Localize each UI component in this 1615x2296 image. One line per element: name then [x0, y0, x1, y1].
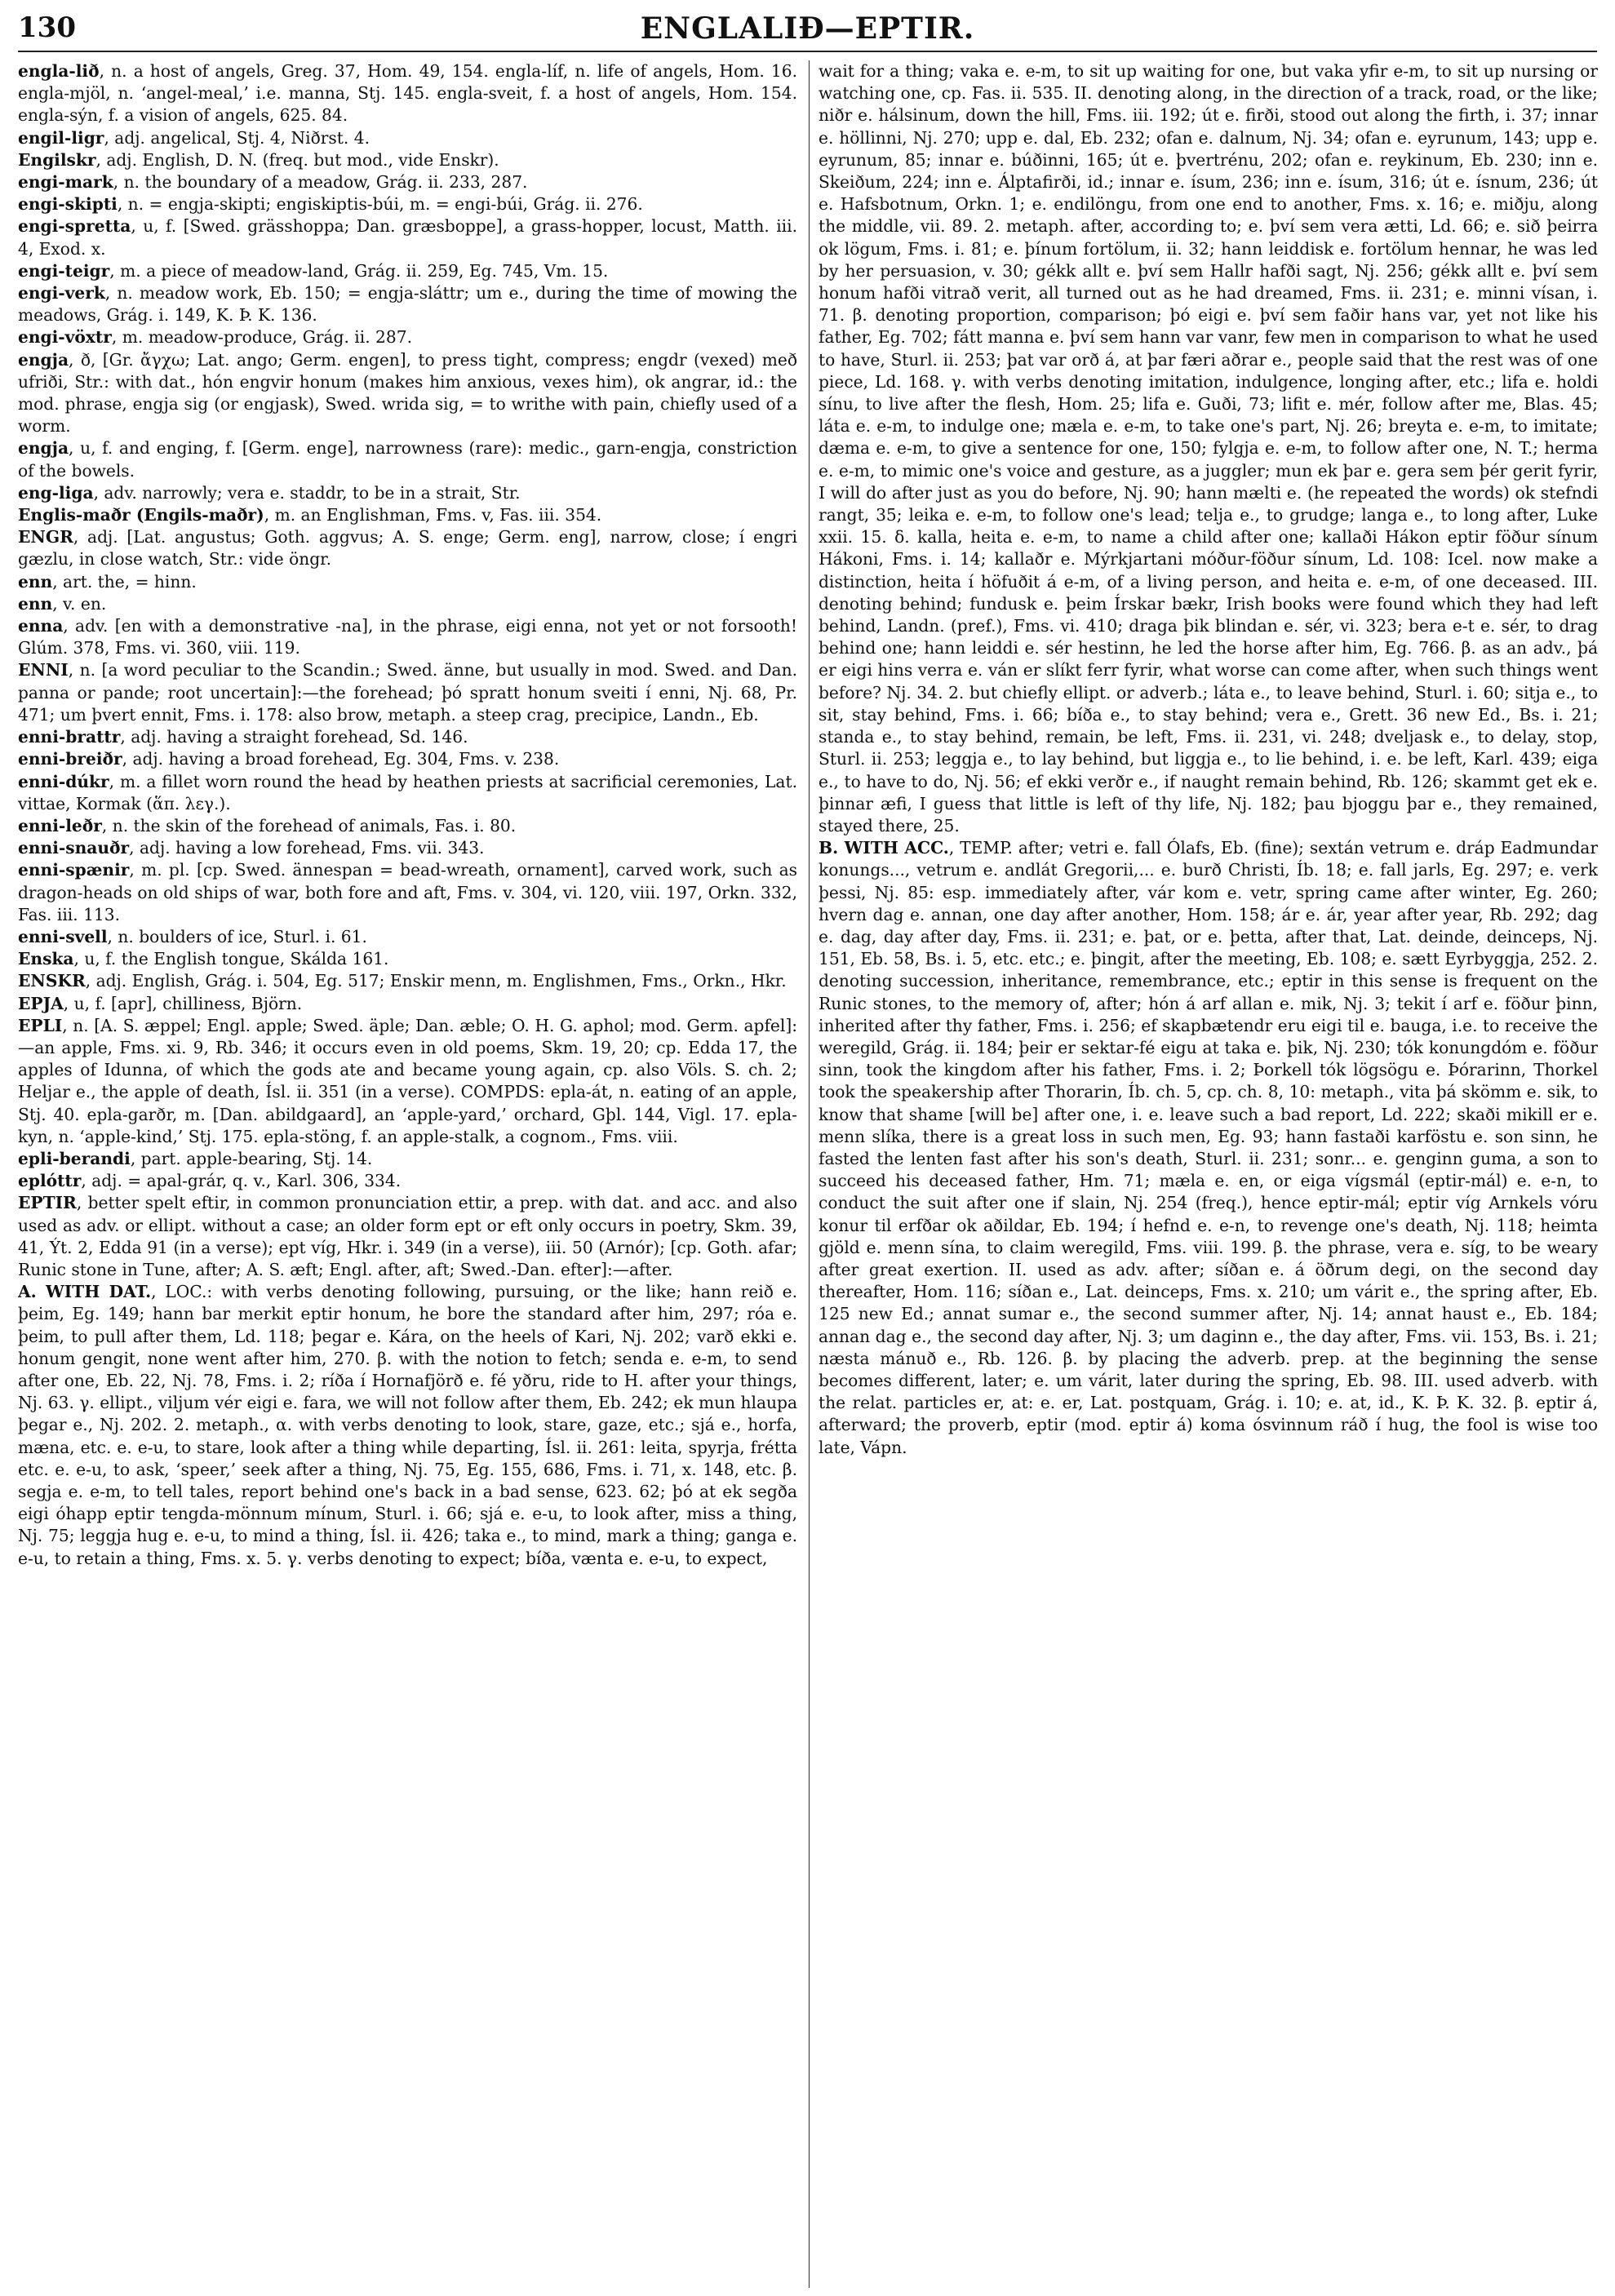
entry-headword: enn	[18, 571, 53, 592]
entry-definition: , ð, [Gr. ἄγχω; Lat. ango; Germ. engen], to press tight, compress; engdr (vexed) með ufriði, Str.: with dat., hón engvir honum (makes him anxious, vexes him), ok angrar, id.: the mod. phrase, engja sig (or engjask), Swed. wrida sig, = to writhe with pain, chiefly used of a worm.	[18, 349, 797, 437]
entry-definition: , n. the boundary of a meadow, Grág. ii. 233, 287.	[113, 172, 528, 193]
dictionary-entry	[18, 1281, 797, 1570]
entry-headword: Englis-maðr (Engils-maðr)	[18, 505, 264, 525]
entry-headword: engja	[18, 349, 69, 370]
dictionary-entry	[18, 482, 797, 504]
entry-headword: enni-snauðr	[18, 838, 130, 858]
entry-headword: enn	[18, 593, 53, 614]
entry-definition: , n. = engja-skipti; engiskiptis-búi, m. = engi-búi, Grág. ii. 276.	[117, 194, 643, 215]
dictionary-entry	[18, 171, 797, 193]
entry-headword: Engilskr	[18, 149, 96, 170]
entry-definition: , adj. [Lat. angustus; Goth. aggvus; A. S. enge; Germ. eng], narrow, close; í engri gæzlu, in close watch, Str.: vide öngr.	[18, 527, 797, 570]
dictionary-entry	[18, 260, 797, 282]
entry-headword: EPLI	[18, 1015, 63, 1035]
entry-definition: , n. the skin of the forehead of animals, Fas. i. 80.	[101, 815, 517, 836]
entry-definition: , u, f. [apr], chilliness, Björn.	[63, 993, 303, 1013]
dictionary-entry	[18, 1015, 797, 1148]
dictionary-entry	[819, 60, 1598, 837]
page-number: 130	[18, 11, 76, 44]
dictionary-entry	[18, 926, 797, 948]
dictionary-entry	[18, 1170, 797, 1192]
entry-definition: , m. an Englishman, Fms. v, Fas. iii. 354.	[264, 505, 602, 525]
dictionary-entry	[18, 593, 797, 615]
entry-definition: , m. a piece of meadow-land, Grág. ii. 259, Eg. 745, Vm. 15.	[109, 260, 609, 281]
entry-headword: ENGR	[18, 527, 73, 547]
dictionary-entry	[18, 948, 797, 970]
entry-headword: enni-breiðr	[18, 749, 122, 769]
entry-definition: , adj. having a low forehead, Fms. vii. 343.	[129, 838, 485, 858]
dictionary-entry	[18, 726, 797, 748]
entry-definition: , adj. angelical, Stj. 4, Niðrst. 4.	[104, 127, 370, 148]
dictionary-entry	[18, 815, 797, 837]
entry-definition: , LOC.: with verbs denoting following, pursuing, or the like; hann reið e. þeim, Eg. 149; hann bar merkit eptir honum, he bore the standard after him, 297; róa e. þeim, to pull after them, Ld. 118; þegar e. Kára, on the heels of Kari, Nj. 202; varð ekki e. honum gengit, none went after him, 270. β. with the notion to fetch; senda e. e-m, to send after one, Eb. 22, Nj. 78, Fms. i. 2; ríða í Hornafjörð e. fé yðru, ride to H. after your things, Nj. 63. γ. ellipt., viljum vér eigi e. fara, we will not follow after them, Eb. 242; ek mun hlaupa þegar e., Nj. 202. 2. metaph., α. with verbs denoting to look, stare, gaze, etc.; sjá e., horfa, mæna, etc. e. e-u, to stare, look after a thing while departing, Ísl. ii. 261: leita, spyrja, frétta etc. e. e-u, to ask, ‘speer,’ seek after a thing, Nj. 75, Eg. 155, 686, Fms. i. 71, x. 148, etc. β. segja e. e-m, to tell tales, report behind one's back in a bad sense, 623. 62; þó at ek segða eigi óhapp eptir tengda-mönnum mínum, Sturl. i. 66; sjá e. e-u, to look after, miss a thing, Nj. 75; leggja hug e. e-u, to mind a thing, Ísl. ii. 426; taka e., to mind, mark a thing; ganga e. e-u, to retain a thing, Fms. x. 5. γ. verbs denoting to expect; bíða, vænta e. e-u, to expect,	[18, 1282, 797, 1568]
column-divider	[809, 60, 810, 2288]
dictionary-entry	[18, 437, 797, 481]
entry-headword: engil-ligr	[18, 127, 104, 148]
dictionary-entry	[18, 149, 797, 171]
dictionary-entry	[18, 349, 797, 438]
entry-headword: engja	[18, 438, 69, 459]
entry-headword: engi-skipti	[18, 194, 118, 215]
header-rule	[18, 51, 1597, 52]
dictionary-entry	[18, 127, 797, 149]
entry-definition: , adv. [en with a demonstrative -na], in the phrase, eigi enna, not yet or not forsooth! Glúm. 378, Fms. vi. 360, viii. 119.	[18, 616, 797, 658]
dictionary-entry	[18, 748, 797, 770]
running-title: ENGLALIÐ—EPTIR.	[640, 11, 975, 46]
entry-definition: , adj. having a broad forehead, Eg. 304, Fms. v. 238.	[122, 749, 560, 769]
entry-definition: , m. a fillet worn round the head by heathen priests at sacrificial ceremonies, Lat. vittae, Kormak (ἅπ. λεγ.).	[18, 771, 797, 813]
entry-definition: , n. a host of angels, Greg. 37, Hom. 49, 154. engla-líf, n. life of angels, Hom. 16. engla-mjöl, n. ‘angel-meal,’ i.e. manna, Stj. 145. engla-sveit, f. a host of angels, Hom. 154. engla-sýn, f. a vision of angels, 625. 84.	[18, 61, 797, 126]
entry-definition: , adj. = apal-grár, q. v., Karl. 306, 334.	[81, 1171, 402, 1191]
entry-headword: EPTIR	[18, 1193, 77, 1213]
entry-definition: , adj. having a straight forehead, Sd. 146.	[120, 727, 468, 747]
entry-headword: enni-svell	[18, 926, 108, 946]
dictionary-entry	[18, 282, 797, 326]
dictionary-entry	[18, 571, 797, 593]
entry-headword: engi-verk	[18, 283, 105, 304]
entry-definition: wait for a thing; vaka e. e-m, to sit up waiting for one, but vaka yfir e-m, to sit up nursing or watching one, cp. Fas. ii. 535. II. denoting along, in the direction of a track, road, or the like; niðr e. hálsinum, down the hill, Fms. iii. 192; út e. firði, stood out along the firth, i. 37; innar e. höllinni, Nj. 270; upp e. dal, Eb. 232; ofan e. dalnum, Nj. 34; ofan e. eyrunum, 143; upp e. eyrunum, 85; innar e. búðinni, 165; út e. þvertrénu, 202; ofan e. reykinum, Eb. 230; inn e. Skeiðum, 224; inn e. Álptafirði, id.; innar e. ísum, 236; inn e. ísum, 316; út e. ísnum, 236; út e. Hafsbotnum, Orkn. 1; e. endilöngu, from one end to another, Fms. x. 16; e. miðju, along the middle, vii. 89. 2. metaph. after, according to; e. því sem vera ætti, Ld. 66; e. sið þeirra ok lögum, Fms. i. 81; e. þínum fortölum, ii. 32; hann leiddisk e. fortölum hennar, he was led by her persuasion, v. 30; gékk allt e. því sem Hallr hafði sagt, Nj. 256; gékk allt e. því sem honum hafði vitrað verit, all turned out as he had dreamed, Fms. ii. 231; e. minni vísan, i. 71. β. denoting proportion, comparison; þó eigi e. því sem faðir hans var, yet not like his father, Eg. 702; fátt manna e. því sem hann var vanr, few men in comparison to what he used to have, Sturl. ii. 253; þat var orð á, at þar færi aðrar e., people said that the rest was of one piece, Ld. 168. γ. with verbs denoting imitation, indulgence, longing after, etc.; lifa e. holdi sínu, to live after the flesh, Hom. 25; lifa e. Guði, 73; lifit e. mér, follow after me, Blas. 45; láta e. e-m, to indulge one; mæla e. e-m, to take one's part, Nj. 26; breyta e. e-m, to imitate; dæma e. e-m, to give a sentence for one, 150; fylgja e. e-m, to follow after one, N. T.; herma e. e-m, to mimic one's voice and gesture, as a juggler; mun ek þar e. gera sem þér gerit fyrir, I will do after just as you do before, Nj. 90; hann mælti e. (he repeated the words) ok stefndi rangt, 35; leika e. e-m, to follow one's lead; telja e., to grudge; langa e., to long after, Luke xxii. 15. δ. kalla, heita e. e-m, to name a child after one; kallaði Hákon eptir föður sínum Hákoni, Fms. i. 14; kallaðr e. Mýrkjartani móður-föður sínum, Ld. 108: Icel. now make a distinction, heita í höfuðit á e-m, of a living person, and heita e. e-m, of one deceased. III. denoting behind; fundusk e. þeim Írskar bækr, Irish books were found which they had left behind, Landn. (pref.), Fms. vi. 410; draga þik blindan e. sér, vi. 323; bera e-t e. sér, to drag behind one; hann leiddi e. sér hestinn, he led the horse after him, Eg. 766. β. as an adv., þá er eigi hins verra e. ván er slíkt ferr fyrir, what worse can come after, when such things went before? Nj. 34. 2. but chiefly ellipt. or adverb.; láta e., to leave behind, Sturl. i. 60; sitja e., to sit, stay behind, Fms. i. 66; bíða e., to stay behind; vera e., Grett. 36 new Ed., Bs. i. 21; standa e., to stay behind, remain, be left, Fms. ii. 231, vi. 248; dveljask e., to delay, stop, Sturl. ii. 253; leggja e., to lay behind, but liggja e., to lie behind, i. e. be left, Karl. 439; eiga e., to have to do, Nj. 56; ef ekki verðr e., if naught remain behind, Rb. 126; skammt get ek e. þinnar æfi, I guess that little is left of thy life, Nj. 182; þau bjoggu þar e., they remained, stayed there, 25.	[819, 61, 1598, 836]
entry-headword: enni-brattr	[18, 727, 121, 747]
entry-definition: , n. boulders of ice, Sturl. i. 61.	[107, 926, 367, 946]
entry-definition: , art. the, = hinn.	[52, 571, 197, 592]
dictionary-entry	[18, 615, 797, 659]
entry-definition: , adv. narrowly; vera e. staddr, to be in a strait, Str.	[93, 482, 521, 503]
entry-definition: , n. [A. S. æppel; Engl. apple; Swed. äple; Dan. æble; O. H. G. aphol; mod. Germ. apfel]:—an apple, Fms. xi. 9, Rb. 346; it occurs even in old poems, Skm. 19, 20; cp. Edda 17, the apples of Idunna, of which the gods ate and became young again, cp. also Völs. S. ch. 2; Heljar e., the apple of death, Ísl. ii. 351 (in a verse). COMPDS: epla-át, n. eating of an apple, Stj. 40. epla-garðr, m. [Dan. abildgaard], an ‘apple-yard,’ orchard, Gþl. 144, Vigl. 17. epla-kyn, n. ‘apple-kind,’ Stj. 175. epla-stöng, f. an apple-stalk, a cognom., Fms. viii.	[18, 1015, 797, 1146]
entry-definition: , TEMP. after; vetri e. fall Ólafs, Eb. (fine); sextán vetrum e. dráp Eadmundar konungs..., vetrum e. andlát Gregorii,... e. burð Christi, Íb. 18; e. fall jarls, Eg. 297; e. verk þessi, Nj. 85: esp. immediately after, vár kom e. vetr, spring came after winter, Eg. 260; hvern dag e. annan, one day after another, Hom. 158; ár e. ár, year after year, Rb. 292; dag e. dag, day after day, Fms. ii. 231; e. þat, or e. þetta, after that, Lat. deinde, deinceps, Nj. 151, Eb. 58, Bs. i. 5, etc. etc.; e. þingit, after the meeting, Eb. 108; e. sætt Eyrbyggja, 252. 2. denoting succession, inheritance, remembrance, etc.; eptir in this sense is frequent on the Runic stones, to the memory of, after; hón á arf allan e. mik, Nj. 3; tekit í arf e. föður þinn, inherited after thy father, Fms. i. 256; ef skapbætendr eru eigi til e. bauga, i.e. to receive the weregild, Grág. ii. 184; þeir er sektar-fé eigu at taka e. þik, Nj. 230; tók konungdóm e. föður sinn, took the kingdom after his father, Fms. i. 2; Þorkell tók lögsögu e. Þórarinn, Thorkel took the speakership after Thorarin, Íb. ch. 5, cp. ch. 8, 10: metaph., vita þá skömm e. sik, to know that shame [will be] after one, i. e. leave such a bad report, Ld. 222; skaði mikill er e. menn slíka, there is a great loss in such men, Eg. 93; hann fastaði karföstu e. son sinn, he fasted the lenten fast after his son's death, Sturl. ii. 231; sonr... e. genginn guma, a son to succeed his deceased father, Hm. 71; mæla e. en, or eiga vígsmál (eptir-mál) e. e-n, to conduct the suit after one if slain, Nj. 254 (freq.), hence eptir-mál; eptir víg Arnkels vóru konur til erfðar ok aðildar, Eb. 194; í hefnd e. e-n, to revenge one's death, Nj. 118; heimta gjöld e. menn sína, to claim weregild, Fms. viii. 199. β. the phrase, vera e. síg, to be weary after great exertion. II. used as adv. after; síðan e. á öðrum degi, on the second day thereafter, Hom. 116; síðan e., Lat. deinceps, Fms. x. 210; um várit e., the spring after, Eb. 125 new Ed.; annat sumar e., the second summer after, Nj. 14; annat haust e., Eb. 184; annan dag e., the second day after, Nj. 3; um daginn e., the day after, Fms. vii. 153, Bs. i. 21; næsta mánuð e., Rb. 126. β. by placing the adverb. prep. at the beginning the sense becomes different, later; e. um várit, later during the spring, Eb. 98. III. used adverb. with the relat. particles er, at: e. er, Lat. postquam, Grág. i. 10; e. at, id., K. Þ. K. 32. β. eptir á, afterward; the proverb, eptir (mod. eptir á) koma ósvinnum ráð í hug, the fool is wise too late, Vápn.	[819, 838, 1598, 1457]
dictionary-entry	[819, 837, 1598, 1459]
entry-headword: enni-leðr	[18, 815, 102, 836]
entry-headword: engi-spretta	[18, 216, 131, 237]
entry-definition: , u, f. the English tongue, Skálda 161.	[73, 949, 389, 969]
entry-headword: eplóttr	[18, 1171, 82, 1191]
entry-headword: enni-spænir	[18, 860, 130, 880]
entry-definition: , adj. English, Grág. i. 504, Eg. 517; Enskir menn, m. Englishmen, Fms., Orkn., Hkr.	[85, 971, 787, 991]
dictionary-entry	[18, 993, 797, 1015]
entry-headword: ENNI	[18, 660, 69, 680]
dictionary-entry	[18, 326, 797, 348]
entry-headword: enna	[18, 616, 64, 636]
entry-headword: epli-berandi	[18, 1148, 131, 1168]
dictionary-entry	[18, 771, 797, 815]
entry-definition: , better spelt eftir, in common pronunciation ettir, a prep. with dat. and acc. and also used as adv. or ellipt. without a case; an older form ept or eft only occurs in poetry, Skm. 39, 41, Ýt. 2, Edda 91 (in a verse); ept víg, Hkr. i. 349 (in a verse), iii. 50 (Arnór); [cp. Goth. afar; Runic stone in Tune, after; A. S. æft; Engl. after, aft; Swed.-Dan. efter]:—after.	[18, 1193, 797, 1279]
entry-headword: eng-liga	[18, 482, 94, 503]
entry-headword: EPJA	[18, 993, 64, 1013]
entry-definition: , part. apple-bearing, Stj. 14.	[130, 1148, 373, 1168]
entry-headword: engi-mark	[18, 172, 113, 193]
entry-headword: engi-teigr	[18, 260, 110, 281]
entry-headword: Enska	[18, 949, 74, 969]
dictionary-entry	[18, 526, 797, 570]
entry-headword: engi-vöxtr	[18, 327, 112, 348]
entry-definition: , u, f. [Swed. grässhoppa; Dan. græsboppe], a grass-hopper, locust, Matth. iii. 4, Exod. x.	[18, 216, 797, 259]
page-header	[18, 11, 1597, 49]
dictionary-entry	[18, 504, 797, 526]
dictionary-entry	[18, 1148, 797, 1170]
entry-definition: , n. [a word peculiar to the Scandin.; Swed. änne, but usually in mod. Swed. and Dan. panna or pande; root uncertain]:—the forehead; þó spratt honum sveiti í enni, Nj. 68, Pr. 471; um þvert ennit, Fms. i. 178: also brow, metaph. a steep crag, precipice, Landn., Eb.	[18, 660, 797, 725]
entry-definition: , v. en.	[52, 593, 107, 614]
dictionary-entry	[18, 60, 797, 127]
right-column	[819, 60, 1598, 1459]
dictionary-entry	[18, 215, 797, 259]
entry-definition: , m. meadow-produce, Grág. ii. 287.	[111, 327, 413, 348]
entry-definition: , u, f. and enging, f. [Germ. enge], narrowness (rare): medic., garn-engja, constriction of the bowels.	[18, 438, 797, 481]
dictionary-entry	[18, 659, 797, 726]
dictionary-entry	[18, 193, 797, 215]
dictionary-entry	[18, 837, 797, 859]
entry-headword: enni-dúkr	[18, 771, 109, 791]
dictionary-entry	[18, 1192, 797, 1281]
entry-headword: ENSKR	[18, 971, 86, 991]
entry-definition: , n. meadow work, Eb. 150; = engja-sláttr; um e., during the time of mowing the meadows, Grág. i. 149, K. Þ. K. 136.	[18, 283, 797, 326]
dictionary-entry	[18, 859, 797, 926]
entry-definition: , adj. English, D. N. (freq. but mod., vide Enskr).	[95, 149, 499, 170]
entry-headword: engla-lið	[18, 61, 100, 81]
entry-headword: B. WITH ACC.	[819, 838, 949, 858]
entry-definition: , m. pl. [cp. Swed. ännespan = bead-wreath, ornament], carved work, such as dragon-heads on old ships of war, both fore and aft, Fms. v. 304, vi. 120, viii. 197, Orkn. 332, Fas. iii. 113.	[18, 860, 797, 924]
entry-headword: A. WITH DAT.	[18, 1282, 152, 1302]
dictionary-entry	[18, 970, 797, 992]
left-column	[18, 60, 797, 1570]
